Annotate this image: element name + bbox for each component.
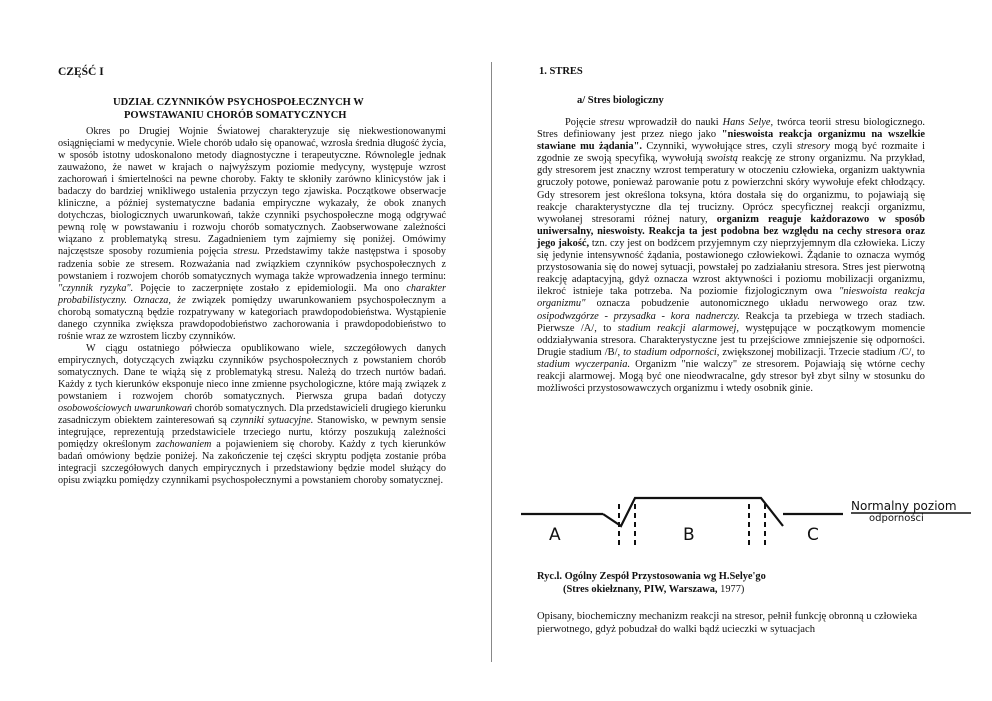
stage-label-c: C — [807, 525, 819, 545]
bold-definition: "nieswoista reakcja organizmu na wszelkie stawiane mu żądania". — [537, 129, 925, 153]
text: związek pomiędzy uwarunkowaniem psychospołecznym a chorobą somatyczną będzie rozpatrywany w kategoriach prawdopodobieństwa. Wystąpienie danego czynnika zwiększa prawdopodobieństwo zachorowania i prawdopodobieństwo to rośnie wraz ze wzrostem liczby czynników. — [58, 294, 446, 342]
following-text: Opisany, biochemiczny mechanizm reakcji na stresor, pełnił funkcję obronną u człowieka pierwotnego, gdyż pobudzał do walki bądź ucieczki w sytuacjach — [537, 611, 918, 635]
text: wprowadził do nauki — [624, 117, 723, 128]
caption-line1: Ryc.l. Ogólny Zespół Przystosowania wg H.Selye'go — [537, 571, 766, 582]
chapter-title — [113, 96, 364, 122]
text: reakcję ze strony organizmu. Na przykład, gdy stresorem jest znaczny wzrost temperatury w otoczeniu człowieka, organizm uaktywnia gruczoły potowe, ponieważ parowanie potu z powierzchni skóry wywołuje efekt chłodzący. Gdy stresorem jest określona toksyna, która dostała się do organizmu, to pojawiają się reakcje charakterystyczne dla tej trucizny. Oprócz specyficznej reakcji organizmu, wywołanej stresorami różnej natury, — [537, 153, 926, 225]
text: zwiększonej mobilizacji. Trzecie stadium /C/, to — [719, 346, 925, 358]
gas-diagram — [521, 478, 971, 558]
paragraph-1 — [58, 126, 446, 343]
caption-line2 — [537, 583, 766, 596]
text: oznacza pobudzenie autonomicznego układu nerwowego oraz tzw. — [585, 298, 925, 310]
bold-statement: organizm reaguje każdorazowo w sposób uniwersalny, nieswoisty. Reakcja ta jest podobna bez względu na cechy stresora oraz jego jakość, — [537, 213, 925, 249]
stage-label-b: B — [683, 525, 695, 545]
text: mogą być rozmaite i zgodnie ze swoją specyfiką, wywołują — [537, 141, 925, 165]
emphasis: "czynnik ryzyka". — [58, 282, 134, 294]
paragraph-2 — [58, 343, 446, 488]
emphasis: Hans Selye, — [722, 117, 774, 128]
emphasis: stresu. — [233, 246, 260, 258]
emphasis: czynniki sytuacyjne. — [230, 415, 314, 427]
emphasis: stadium reakcji alarmowej, — [617, 322, 739, 334]
chapter-title-line1: UDZIAŁ CZYNNIKÓW PSYCHOSPOŁECZNYCH W — [113, 97, 364, 108]
text: Przedstawimy także następstwa i sposoby radzenia sobie ze stresem. Rozważania nad związkiem czynników psychospołecznych z powstaniem i rozwojem chorób somatycznych wymaga także wprowadzenia innego terminu: — [58, 246, 446, 282]
chapter-title-line2: POWSTAWANIU CHORÓB SOMATYCZNYCH — [124, 110, 347, 121]
text: chorób somatycznych. Dla przedstawicieli drugiego kierunku zasadniczym obiektem zainteresowań są — [58, 403, 446, 427]
emphasis: zachowaniem — [155, 439, 212, 451]
emphasis: stadium wyczerpania. — [537, 358, 631, 370]
paragraph — [537, 117, 925, 395]
right-page — [493, 0, 992, 701]
caption-source: (Stres okiełznany, PIW, Warszawa, — [563, 584, 718, 595]
emphasis: stresu — [599, 117, 625, 128]
part-title: CZĘŚĆ I — [58, 66, 104, 78]
emphasis: osipodwzgórze - przysadka - kora nadnerczy. — [537, 310, 740, 322]
text: Okres po Drugiej Wojnie Światowej charakteryzuje się niekwestionowanymi osiągnięciami w medycynie. Wiele chorób udało się opanować, wzrosła średnia długość życia, w sposób istotny udoskonalono metody diagnostyczne i terapeutyczne. Równolegle jednak zauważono, że nawet w krajach o najwyższym poziomie medycyny, występuje wzrost zachorowań i śmiertelności na pewne choroby. Fakty te skłoniły zarówno klinicystów jak i badaczy do bardziej wnikliwego ustalenia przyczyn tego zjawiska. Początkowe obserwacje kliniczne, a później systematyczne badania empiryczne wykazały, że obok znanych dotychczas, biologicznych uwarunkowań, także czynniki psychospołeczne mogą odgrywać pewną rolę w powstawaniu i rozwoju chorób somatycznych. Zaobserwowane zależności wiązano z problematyką stresu. Zagadnieniem tym zajmiemy się poniżej. Omówimy najczęstsze sposoby rozumienia pojęcia — [58, 126, 446, 258]
left-page — [0, 0, 492, 701]
alarm-dip-curve — [603, 498, 783, 526]
emphasis: osobowościowych uwarunkowań — [58, 403, 192, 415]
page-divider — [491, 62, 492, 662]
emphasis: charakter probabilistyczny. Oznacza, że — [58, 282, 446, 306]
text: Stanowisko, w pewnym sensie integrujące, reprezentują przedstawiciele trzeciego nurtu, którzy poszukują zależności pomiędzy określonym — [58, 415, 446, 451]
text: tzn. czy jest on bodźcem przyjemnym czy nieprzyjemnym dla człowieka. Liczy się jedynie intensywność żądania, postawionego człowiekowi. Żądanie to oznacza wymóg przystosowania się do nowej sytuacji, powstałej po zadziałaniu stresora. Stres jest pierwotną reakcję adaptacyjną, gdyż oznacza wzrost aktywności i poziomu mobilizacji organizmu, ilekroć istnieje taka potrzeba. Na poziomie fizjologicznym owa — [537, 237, 925, 298]
left-body — [58, 126, 446, 487]
figure-caption — [537, 570, 766, 596]
subsection-title: a/ Stres biologiczny — [577, 95, 664, 106]
text: Pojęcie to zaczerpnięte zostało z epidemiologii. Ma ono — [133, 282, 407, 294]
section-title: 1. STRES — [539, 66, 583, 77]
text: a pojawieniem się choroby. Każdy z tych kierunków badań omówiony będzie poniżej. Na zakończenie tej części skryptu podjęta zostanie próba integracji szczegółowych danych empirycznych i przedstawiony będzie model służący do opisu związku pomiędzy czynnikami psychospołecznymi a powstaniem choroby somatycznej. — [58, 439, 446, 487]
text: Pojęcie — [565, 117, 600, 128]
normal-level-label-2: odporności — [869, 513, 924, 524]
emphasis: stresory — [796, 141, 830, 153]
emphasis: "nieswoista reakcja organizmu" — [537, 286, 925, 310]
text: występujące w początkowym momencie oddziaływania stresora. Charakterystyczne jest tu przejściowe zmniejszenie się odporności. Drugie stadium /B/, — [537, 322, 925, 358]
caption-year: 1977) — [717, 584, 745, 595]
right-body — [537, 117, 925, 395]
stage-label-a: A — [549, 525, 561, 545]
emphasis: to stadium odporności, — [623, 346, 720, 358]
text: Reakcja ta przebiega w trzech stadiach. Pierwsze /A/, to — [537, 310, 925, 334]
emphasis: swoistą — [706, 153, 738, 165]
text: Organizm "nie walczy" ze stresorem. Pojawiają się wtórne cechy reakcji alarmowej. Mogą być one nieodwracalne, gdy stresor był zbyt silny w stosunku do możliwości przystosowawczych organizmu i wtedy osobnik ginie. — [537, 358, 925, 395]
text: W ciągu ostatniego półwiecza opublikowano wiele, szczegółowych danych empirycznych, dotyczących związku czynników psychospołecznych z powstaniem chorób somatycznych. Dane te wiążą się z problematyką stresu. Należą do trzech nurtów badań. Każdy z tych kierunków eksponuje nieco inne zmienne psychologiczne, które mają związek z powstaniem i rozwojem chorób somatycznych. Pierwsza grupa badań dotyczy — [58, 342, 446, 403]
text: twórca teorii stresu biologicznego. Stres definiowany jest przez niego jako — [537, 117, 926, 141]
text: Czynniki, wywołujące stres, czyli — [641, 141, 797, 153]
normal-level-label: Normalny poziom — [851, 499, 957, 513]
